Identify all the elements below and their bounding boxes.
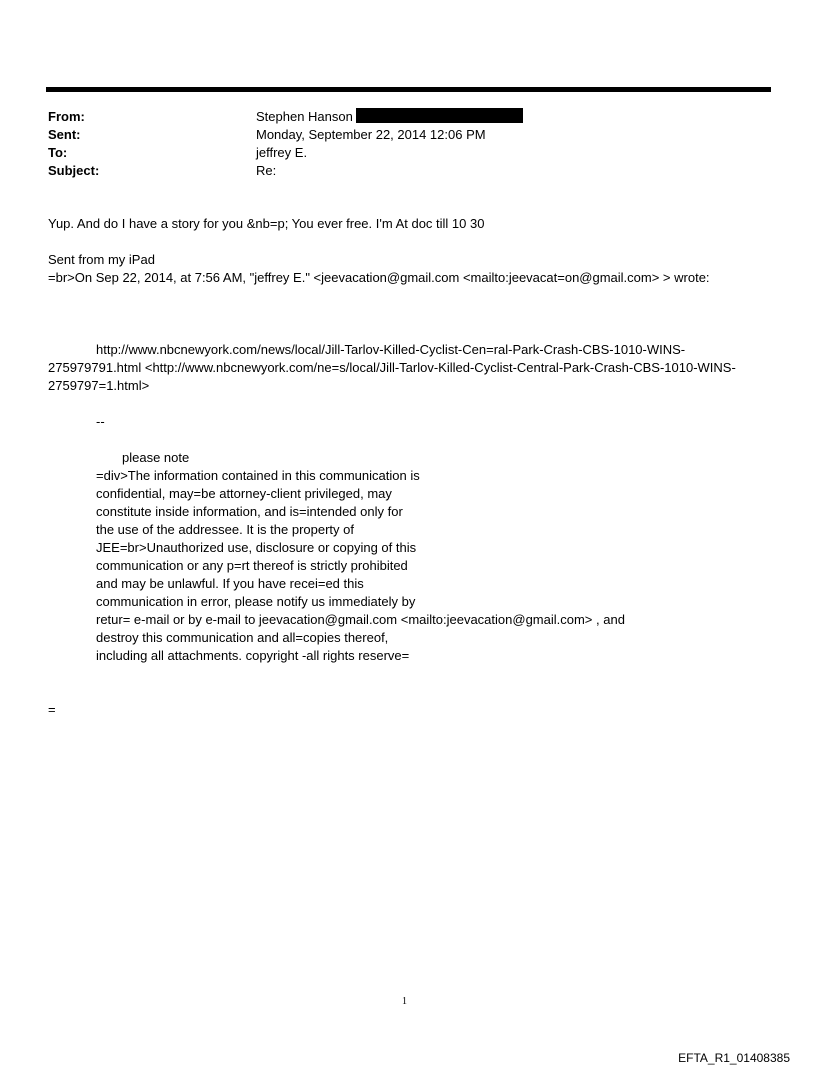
body-url-line-3: 2759797=1.html>	[48, 378, 150, 393]
from-value: Stephen Hanson	[256, 109, 353, 124]
notice-line: =div>The information contained in this communication is	[96, 468, 420, 483]
notice-line: JEE=br>Unauthorized use, disclosure or copying of this	[96, 540, 417, 555]
document-id: EFTA_R1_01408385	[678, 1051, 790, 1065]
please-note: please note	[122, 450, 190, 465]
sent-label: Sent:	[48, 127, 81, 142]
body-line-quote-header: =br>On Sep 22, 2014, at 7:56 AM, "jeffrey E." <jeevacation@gmail.com <mailto:jeevacat=on@gmail.com> > wrote:	[48, 270, 710, 285]
to-row	[48, 144, 768, 162]
to-value: jeffrey E.	[256, 145, 308, 160]
notice-line: destroy this communication and all=copies thereof,	[96, 630, 389, 645]
sent-value: Monday, September 22, 2014 12:06 PM	[256, 127, 486, 142]
notice-line: confidential, may=be attorney-client privileged, may	[96, 486, 392, 501]
trailing-equals: =	[48, 702, 56, 717]
notice-line: and may be unlawful. If you have recei=ed this	[96, 576, 364, 591]
notice-line: the use of the addressee. It is the property of	[96, 522, 354, 537]
email-header	[48, 108, 768, 180]
notice-line: communication in error, please notify us immediately by	[96, 594, 416, 609]
to-label: To:	[48, 145, 68, 160]
header-rule	[46, 87, 771, 92]
subject-label: Subject:	[48, 163, 100, 178]
notice-line: retur= e-mail or by e-mail to jeevacation@gmail.com <mailto:jeevacation@gmail.com> , and	[96, 612, 625, 627]
from-row	[48, 108, 768, 126]
subject-value: Re:	[256, 163, 277, 178]
page-number: 1	[402, 996, 407, 1007]
notice-line: constitute inside information, and is=intended only for	[96, 504, 403, 519]
body-url-line-2: 275979791.html <http://www.nbcnewyork.com/ne=s/local/Jill-Tarlov-Killed-Cyclist-Central-Park-Crash-CBS-1010-WINS-	[48, 360, 736, 375]
notice-line: including all attachments. copyright -all rights reserve=	[96, 648, 410, 663]
redaction-block	[356, 108, 523, 123]
body-line-signature: Sent from my iPad	[48, 252, 155, 267]
body-url-line-1: http://www.nbcnewyork.com/news/local/Jill-Tarlov-Killed-Cyclist-Cen=ral-Park-Crash-CBS-1010-WINS-	[96, 342, 686, 357]
sent-row	[48, 126, 768, 144]
subject-row	[48, 162, 768, 180]
signature-separator: --	[96, 414, 105, 429]
notice-line: communication or any p=rt thereof is strictly prohibited	[96, 558, 408, 573]
from-label: From:	[48, 109, 85, 124]
body-line-reply: Yup. And do I have a story for you &nb=p; You ever free. I'm At doc till 10 30	[48, 216, 485, 231]
